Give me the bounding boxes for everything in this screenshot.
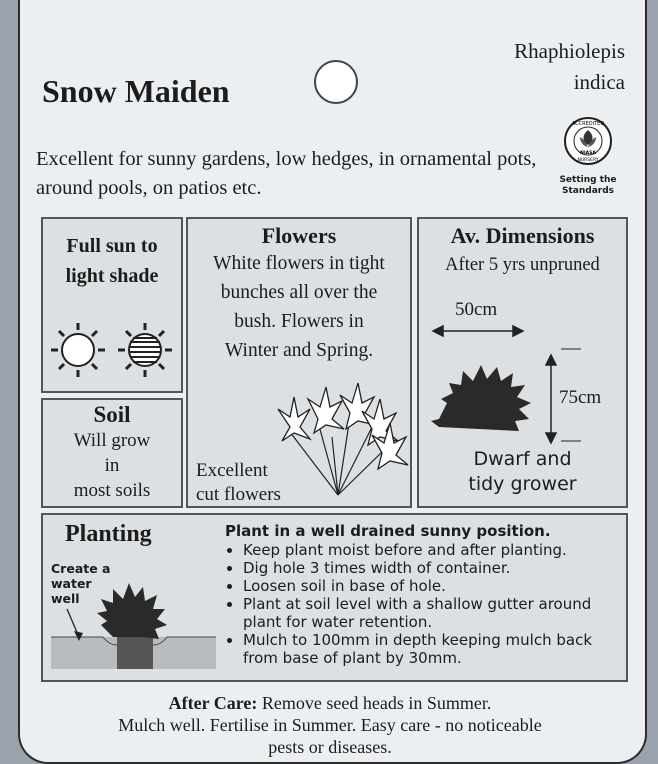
genus: Rhaphiolepis [514, 39, 625, 63]
planting-diagram [43, 565, 223, 675]
planting-step: • Loosen soil in base of hole. [243, 577, 615, 595]
planting-step: • Mulch to 100mm in depth keeping mulch back from base of plant by 30mm. [243, 631, 615, 667]
aftercare-text-1: Remove seed heads in Summer. [261, 693, 492, 713]
soil-line-3: most soils [73, 480, 151, 501]
planting-box [41, 513, 628, 682]
flowers-heading: Flowers [261, 223, 337, 248]
soil-text [43, 428, 181, 503]
dimensions-diagram [419, 319, 626, 459]
planting-heading: Planting [65, 521, 152, 547]
badge-ring-mid: NIASA [580, 151, 596, 156]
sun-line-2: light shade [65, 265, 159, 287]
sun-box [41, 217, 183, 393]
soil-box [41, 398, 183, 508]
botanical-name [470, 36, 625, 98]
dimensions-subheading: After 5 yrs unpruned [445, 255, 600, 275]
planting-instructions [225, 521, 615, 667]
planting-step: • Plant at soil level with a shallow gutter around plant for water retention. [243, 595, 615, 631]
growth-habit-line-2: tidy grower [468, 473, 577, 495]
planted-shrub-icon [97, 583, 167, 639]
planting-step: • Dig hole 3 times width of container. [243, 559, 615, 577]
shrub-silhouette-icon [431, 365, 531, 431]
planting-step: • Keep plant moist before and after planting. [243, 541, 615, 559]
sun-line-1: Full sun to [66, 235, 158, 257]
flower-bunch-icon [260, 377, 410, 497]
flowers-box [186, 217, 412, 508]
soil-line-1: Will grow [73, 430, 151, 451]
dimension-height: 75cm [559, 387, 602, 408]
niasa-logo-icon [552, 115, 624, 167]
flowers-line-1: White flowers in tight [213, 253, 385, 274]
cut-flowers-line-1: Excellent [196, 460, 268, 481]
growth-habit-line-1: Dwarf and [473, 448, 572, 470]
callout-line-1: Create a [51, 561, 111, 576]
sun-requirement [43, 231, 181, 291]
aftercare-line-2: Mulch well. Fertilise in Summer. Easy care - no noticeable [118, 715, 542, 735]
growth-habit [419, 447, 626, 497]
badge-tagline-1: Setting the [559, 175, 617, 185]
cut-flowers-note [196, 459, 281, 507]
badge-tagline [552, 175, 624, 197]
aftercare-label: After Care: [168, 693, 258, 713]
hanging-hole [314, 60, 358, 104]
sun-icons [43, 315, 181, 385]
intro-text: Excellent for sunny gardens, low hedges, in ornamental pots, around pools, on patios etc. [36, 148, 537, 199]
part-shade-icon [118, 323, 172, 377]
aftercare-line-1 [30, 692, 630, 714]
callout-line-3: well [51, 591, 80, 606]
flowers-description [188, 249, 410, 365]
aftercare-section [30, 692, 630, 758]
product-title: Snow Maiden [42, 73, 230, 109]
flowers-line-2: bunches all over the [220, 282, 378, 303]
niasa-badge [552, 115, 624, 197]
species: indica [573, 70, 625, 94]
dimensions-heading: Av. Dimensions [450, 223, 595, 248]
soil-line-2: in [104, 455, 120, 476]
flowers-line-4: Winter and Spring. [224, 340, 374, 361]
aftercare-line-3: pests or diseases. [268, 737, 392, 757]
badge-ring-top: ACCREDITED [571, 121, 605, 127]
badge-tagline-2: Standards [561, 186, 615, 196]
planting-intro: Plant in a well drained sunny position. [225, 522, 551, 540]
flowers-line-3: bush. Flowers in [234, 311, 364, 332]
callout-line-2: water [51, 576, 92, 591]
dimensions-box [417, 217, 628, 508]
full-sun-icon [51, 323, 105, 377]
planting-steps [225, 541, 615, 667]
dimension-width: 50cm [455, 299, 498, 320]
soil-heading: Soil [93, 402, 131, 427]
cut-flowers-line-2: cut flowers [196, 484, 281, 505]
badge-ring-bottom: NURSERY [577, 158, 599, 163]
